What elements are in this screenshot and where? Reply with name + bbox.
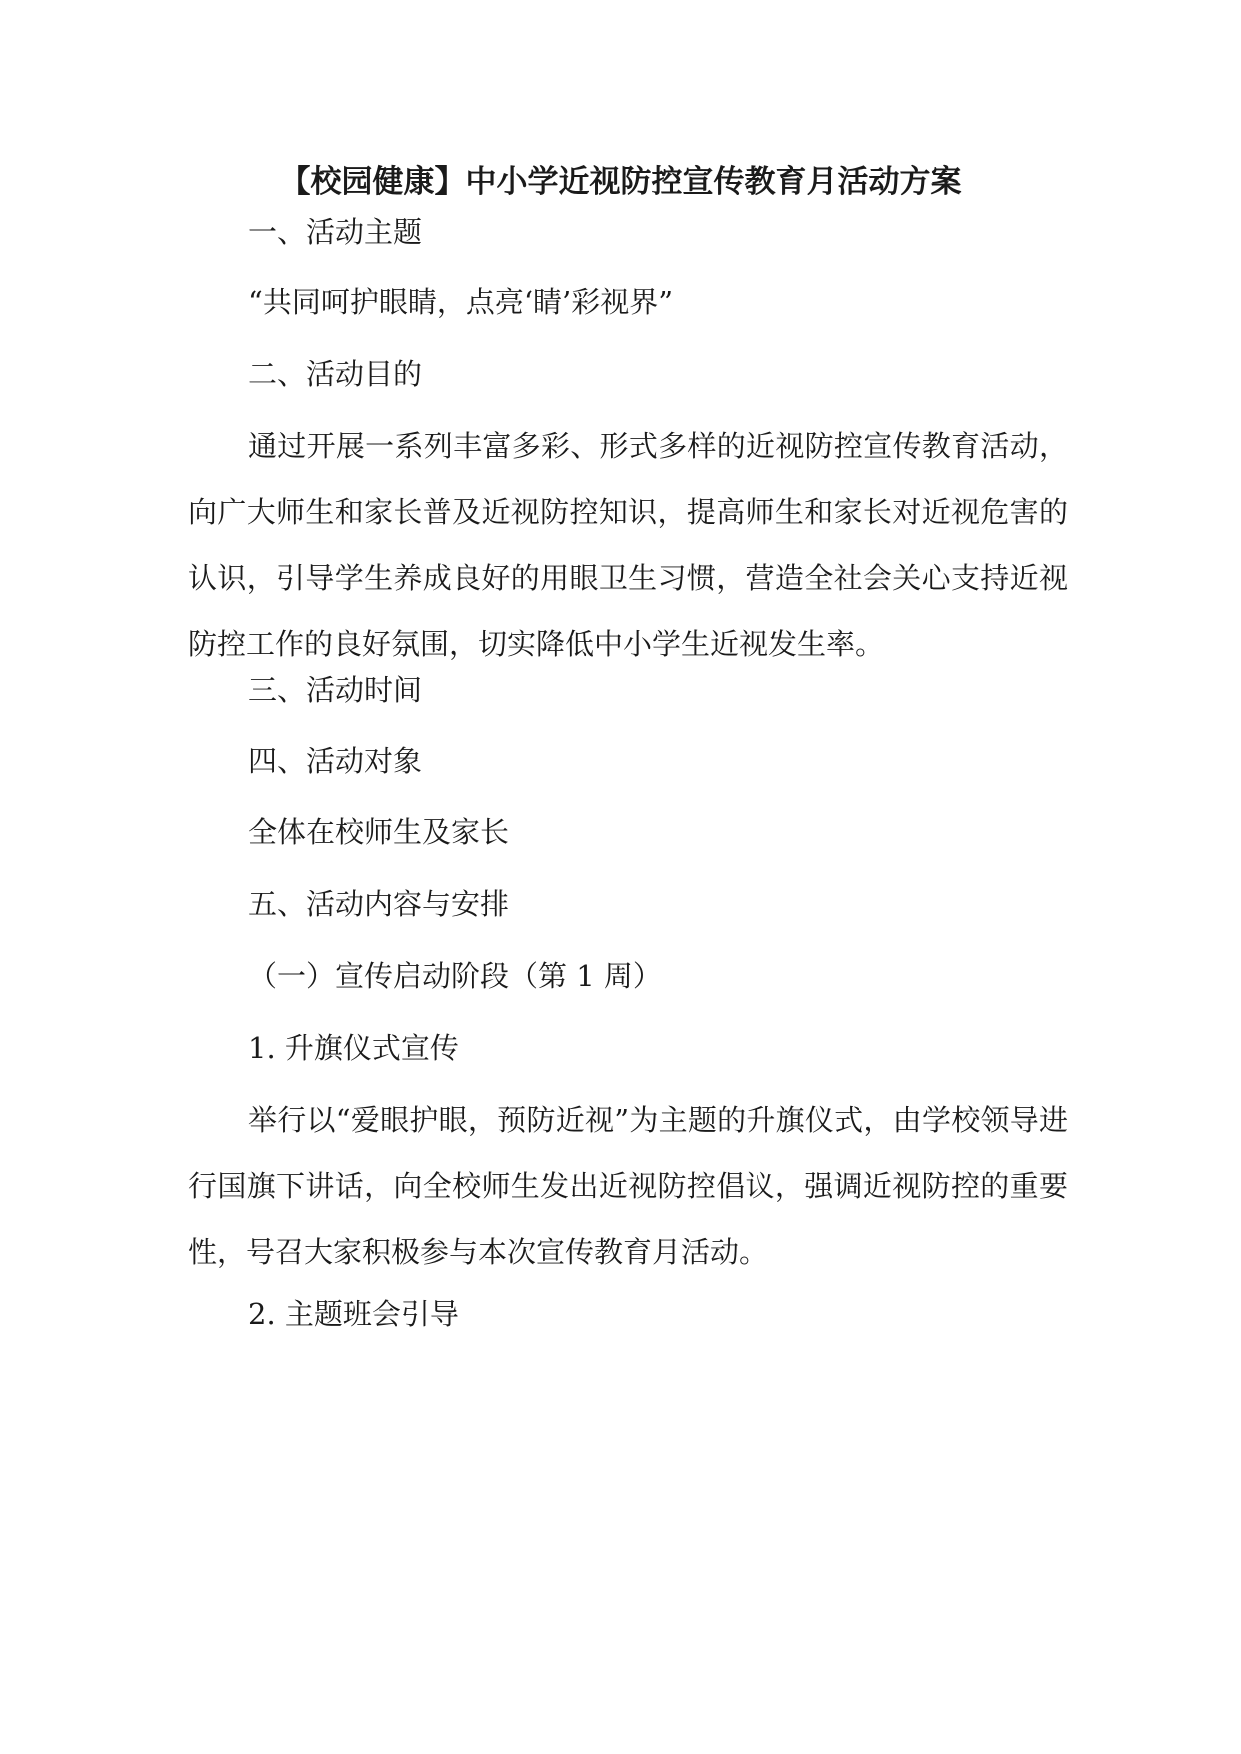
purpose-heading: 二、活动目的 (248, 357, 423, 391)
audience-heading: 四、活动对象 (248, 744, 423, 778)
purpose-paragraph: 通过开展一系列丰富多彩、形式多样的近视防控宣传教育活动，向广大师生和家长普及近视防控知识，提高师生和家长对近视危害的认识，引导学生养成良好的用眼卫生习惯，营造全社会关心支持近视防控工作的良好氛围，切实降低中小学生近视发生率。 (188, 429, 1068, 661)
theme-text: “共同呵护眼睛，点亮‘睛’彩视界” (248, 285, 674, 319)
time-heading: 三、活动时间 (248, 673, 423, 707)
item1-heading: 1. 升旗仪式宣传 (248, 1031, 459, 1065)
theme-heading: 一、活动主题 (248, 215, 423, 249)
audience-text: 全体在校师生及家长 (248, 815, 510, 849)
document-title: 【校园健康】中小学近视防控宣传教育月活动方案 (279, 164, 962, 200)
stage1-heading: （一）宣传启动阶段（第 1 周） (248, 959, 662, 993)
content-heading: 五、活动内容与安排 (248, 887, 510, 921)
item1-paragraph: 举行以“爱眼护眼，预防近视”为主题的升旗仪式，由学校领导进行国旗下讲话，向全校师生发出近视防控倡议，强调近视防控的重要性，号召大家积极参与本次宣传教育月活动。 (188, 1103, 1068, 1269)
item2-heading: 2. 主题班会引导 (248, 1297, 459, 1331)
